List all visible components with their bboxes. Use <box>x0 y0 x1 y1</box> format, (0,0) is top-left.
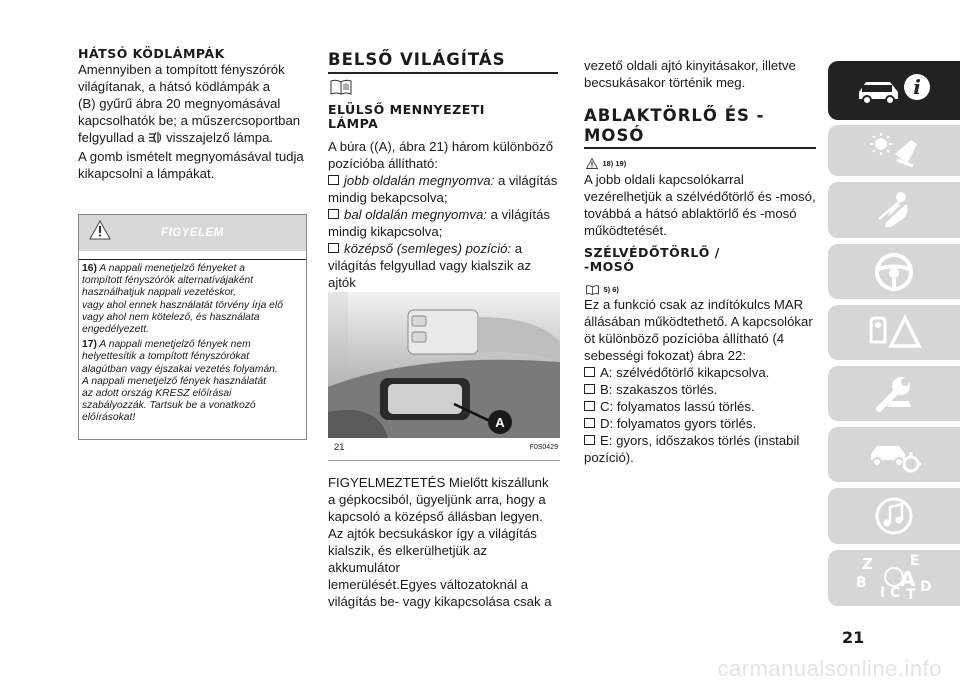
text-line: Az ajtók becsukáskor így a világítás <box>328 526 537 541</box>
note-line: alagútban vagy éjszakai vezetés folyamán. <box>82 363 278 375</box>
sidebar-tab-safety[interactable] <box>828 182 960 238</box>
checkbox-bullet-icon <box>584 435 595 445</box>
list-item <box>584 381 820 398</box>
text-line-with-icon <box>78 129 310 148</box>
text-line: kikapcsolni a lámpákat. <box>78 166 215 181</box>
list-item-text: D: folyamatos gyors törlés. <box>600 416 757 431</box>
text-line: állásában működtethető. A kapcsolókar <box>584 314 813 329</box>
figure-code: F0S0429 <box>529 444 558 451</box>
watermark: carmanualsonline.info <box>717 656 942 681</box>
text-line: a gépkocsiból, ügyeljünk arra, hogy a <box>328 492 546 507</box>
index-letters-icon <box>854 553 934 603</box>
heading-belso-vilagitas: BELSŐ VILÁGÍTÁS <box>328 50 506 69</box>
text-line: (B) gyűrű ábra 20 megnyomásával <box>78 96 281 111</box>
heading-rule <box>328 72 558 74</box>
sidebar-tab-multimedia[interactable] <box>828 488 960 544</box>
sidebar-tab-emergency[interactable] <box>828 305 960 360</box>
index-letter: D <box>920 579 932 595</box>
sidebar-tab-car-info[interactable] <box>828 61 960 120</box>
text-line: pozícióba állítható: <box>328 156 438 171</box>
text-line: Amennyiben a tompított fényszórók <box>78 62 285 77</box>
note-number: 17) <box>82 339 97 351</box>
subheading-elulso-mennyezeti-lampa <box>328 103 485 131</box>
text-line: mindig kikapcsolva; <box>328 224 443 239</box>
text-line: továbbá a hátsó ablaktörlő és -mosó <box>584 206 797 221</box>
text-line: sebességi fokozat) ábra 22: <box>584 348 747 363</box>
seatbelt-airbag-icon <box>871 189 917 231</box>
heading-line: MOSÓ <box>584 126 645 145</box>
heading-hatso-kodlampak: HÁTSÓ KÖDLÁMPÁK <box>78 46 225 61</box>
checkbox-bullet-icon <box>328 209 339 219</box>
text-fragment: felgyullad a <box>78 130 145 145</box>
checkbox-bullet-icon <box>328 243 339 253</box>
text-line: pozíció). <box>584 450 634 465</box>
note-16 <box>82 263 302 336</box>
heading-line: ABLAKTÖRLŐ ÉS - <box>584 106 765 125</box>
continued-paragraph <box>584 57 820 91</box>
lamp-intro <box>328 138 562 308</box>
heading-rule <box>584 147 816 149</box>
subheading-line: ELÜLSŐ MENNYEZETI <box>328 102 485 117</box>
wrench-car-icon <box>867 373 921 415</box>
figure-callout: A <box>495 415 505 430</box>
note-line: vagy ahol ennek használatát törvény írja elő <box>82 299 283 311</box>
option-text: a világítás <box>494 173 558 188</box>
note-line: A nappali menetjelző fények használatát <box>82 375 266 387</box>
option-label: középső (semleges) pozíció: <box>344 241 512 256</box>
option-label: jobb oldalán megnyomva: <box>344 173 495 188</box>
figure-rule <box>328 460 560 461</box>
option-label: bal oldalán megnyomva: <box>344 207 487 222</box>
option-right-pressed <box>328 172 562 189</box>
warning-paragraph <box>328 474 562 610</box>
list-item <box>584 364 820 381</box>
multimedia-icon <box>870 495 918 537</box>
text-line: öt különböző pozícióba állítható (4 <box>584 331 785 346</box>
wiper-intro <box>584 171 820 239</box>
sidebar-tab-specs[interactable] <box>828 427 960 482</box>
note-17 <box>82 339 302 424</box>
figure-21 <box>328 292 560 462</box>
note-line: engedélyezett. <box>82 324 149 336</box>
text-line: A jobb oldali kapcsolókarral <box>584 172 744 187</box>
text-line: vezető oldali ajtó kinyitásakor, illetve <box>584 58 796 73</box>
sidebar-tab-maintenance[interactable] <box>828 366 960 421</box>
text-line: FIGYELMEZTETÉS Mielőtt kiszállunk <box>328 475 549 490</box>
text-line: A gomb ismételt megnyomásával tudja <box>78 149 304 164</box>
option-text: a világítás <box>486 207 550 222</box>
sidebar-tab-driving[interactable] <box>828 244 960 299</box>
sidebar-tab-index[interactable] <box>828 550 960 606</box>
index-letter: B <box>856 575 867 591</box>
text-line: lemerülését.Egyes változatoknál a <box>328 577 529 592</box>
warning-triangle-icon <box>89 220 111 245</box>
text-line: Ez a funkció csak az indítókulcs MAR <box>584 297 804 312</box>
checkbox-bullet-icon <box>584 418 595 428</box>
svg-text:i: i <box>913 74 921 99</box>
index-letter: Z <box>862 555 873 573</box>
rear-fog-lamp-icon <box>148 131 162 148</box>
subheading-line: LÁMPA <box>328 116 379 131</box>
note-line: helyettesítik a tompított fényszórókat <box>82 351 250 363</box>
dashboard-lights-icon <box>867 130 921 172</box>
checkbox-bullet-icon <box>584 401 595 411</box>
note-number: 16) <box>82 263 97 274</box>
figure-number: 21 <box>334 442 345 453</box>
note-refs: 18) 19) <box>602 159 627 168</box>
steering-wheel-icon <box>873 251 915 293</box>
text-fragment: visszajelző lámpa. <box>166 130 274 145</box>
text-line: kapcsoló a középső állásban legyen. <box>328 509 543 524</box>
page-number: 21 <box>842 628 865 647</box>
warning-header <box>79 215 306 251</box>
subheading-szelvedotorlo-moso <box>584 246 720 274</box>
book-reference-icon <box>330 79 352 100</box>
index-letter: E <box>910 553 920 569</box>
checkbox-bullet-icon <box>328 175 339 185</box>
index-letter: I <box>880 585 886 601</box>
list-item <box>584 415 820 432</box>
checkbox-bullet-icon <box>584 384 595 394</box>
note-line: A nappali menetjelző fényeket a <box>99 263 245 274</box>
note-line: A nappali menetjelző fények nem <box>99 339 251 351</box>
wiper-body <box>584 296 820 466</box>
list-item-text: B: szakaszos törlés. <box>600 382 718 397</box>
car-info-icon <box>853 71 935 111</box>
list-item-text: C: folyamatos lassú törlés. <box>600 399 755 414</box>
heading-ablaktorlo-es-moso <box>584 106 764 146</box>
text-line: becsukásakor történik meg. <box>584 75 746 90</box>
text-line: vezérelhetjük a szélvédőtörlő és -mosó, <box>584 189 816 204</box>
index-letter: C <box>890 585 901 601</box>
fog-lights-paragraph <box>78 61 310 182</box>
text-line: kapcsolhatók be; a műszercsoportban <box>78 113 301 128</box>
checkbox-bullet-icon <box>584 367 595 377</box>
list-item-text: E: gyors, időszakos törlés (instabil <box>600 433 800 448</box>
note-line: használhatjuk nappali vezetéskor, <box>82 287 236 299</box>
text-line: mindig bekapcsolva; <box>328 190 448 205</box>
sidebar-tab-dashboard[interactable] <box>828 125 960 176</box>
text-line: A búra ((A), ábra 21) három különböző <box>328 139 554 154</box>
warning-triangle-icon <box>865 312 923 354</box>
index-letter: T <box>906 587 916 603</box>
text-line: működtetését. <box>584 223 667 238</box>
warning-box <box>78 214 307 440</box>
list-item <box>584 398 820 415</box>
option-neutral <box>328 240 562 257</box>
subheading-line: SZÉLVÉDŐTÖRLŐ / <box>584 245 720 260</box>
note-line: tompított fényszórók alternatívájaként <box>82 275 254 287</box>
text-line: világítás felgyullad vagy kialszik az ajtók <box>328 258 532 290</box>
note-refs: 5) 6) <box>603 285 619 294</box>
option-text: a <box>511 241 523 256</box>
index-letter: A <box>900 567 916 591</box>
text-line: kialszik, és elkerülhetjük az akkumulátor <box>328 543 488 575</box>
text-line: világítanak, a hátsó ködlámpák a <box>78 79 271 94</box>
warning-notes <box>79 260 306 425</box>
note-line: vagy ahol nem kötelező, és használata <box>82 311 260 323</box>
note-line: szabályozzák. Tartsuk be a vonatkozó <box>82 400 256 412</box>
warning-title: FIGYELEM <box>161 227 224 239</box>
subheading-line: -MOSÓ <box>584 259 635 274</box>
note-line: előírásokat! <box>82 412 136 424</box>
list-item-text: A: szélvédőtörlő kikapcsolva. <box>600 365 770 380</box>
specs-car-icon <box>865 434 923 476</box>
option-left-pressed <box>328 206 562 223</box>
ceiling-lamp-photo <box>328 292 560 438</box>
text-line: világítás be- vagy kikapcsolása csak a <box>328 594 552 609</box>
note-line: az adott ország KRESZ előírásai <box>82 388 232 400</box>
list-item <box>584 432 820 449</box>
